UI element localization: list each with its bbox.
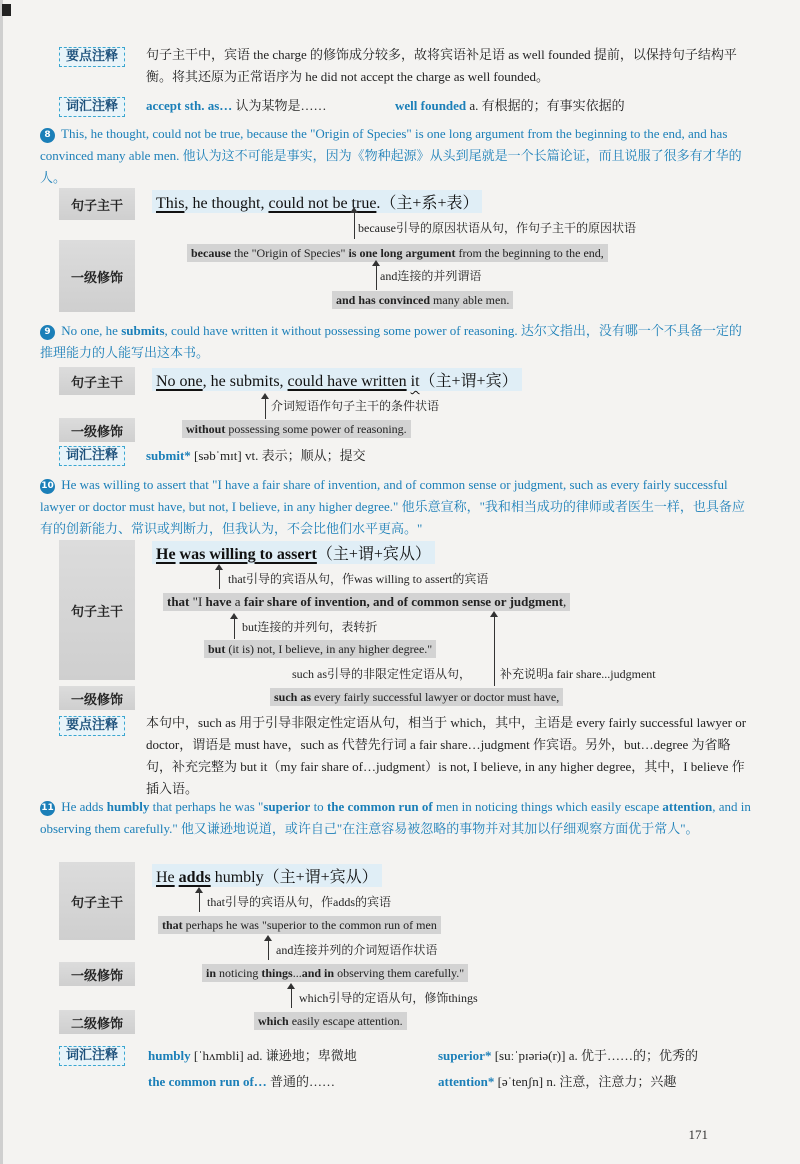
modifier-note: such as引导的非限定性定语从句，	[292, 667, 471, 681]
connector-line	[268, 938, 269, 960]
clause-text: possessing some power of reasoning.	[225, 422, 407, 436]
clause-text: from the beginning to the end,	[455, 246, 604, 260]
up-arrow-icon	[230, 613, 238, 619]
key-note-tag: 要点注释	[59, 716, 125, 736]
modifier-note: because引导的原因状语从句，作句子主干的原因状语	[358, 221, 636, 235]
connector-line	[219, 567, 220, 589]
modifier-note: and连接的并列谓语	[380, 269, 482, 283]
clause-predicate: is one long argument	[348, 246, 456, 260]
sentence-number-badge: 9	[40, 325, 55, 340]
label-main-clause: 句子主干	[59, 862, 135, 940]
vocab-definition: vt. 表示；顺从；提交	[244, 448, 366, 463]
predicate: could not be true	[268, 195, 377, 212]
key-note-tag: 要点注释	[59, 47, 125, 67]
vocab-definition: a. 优于……的；优秀的	[568, 1048, 698, 1063]
sentence-chinese: 他认为这不可能是事实，因为《物种起源》从头到尾就是一个长篇论证，而且说服了很多有才华的人。	[40, 148, 742, 185]
clause-text: observing them carefully."	[334, 966, 465, 980]
up-arrow-icon	[261, 393, 269, 399]
modifier-note: but连接的并列句，表转折	[242, 620, 378, 634]
vocab-word: the common run of…	[148, 1074, 267, 1089]
sentence-number-badge: 10	[40, 479, 55, 494]
up-arrow-icon	[195, 887, 203, 893]
vocab-pronunciation: [əˈtenʃn]	[497, 1074, 544, 1089]
sentence-english: , could have written it without possessing some power of reasoning.	[164, 323, 518, 338]
modifier-note: that引导的宾语从句，作adds的宾语	[207, 895, 391, 909]
vocab-highlight: humbly	[106, 799, 150, 814]
vocab-word: accept sth. as…	[146, 98, 233, 113]
sentence-english: , and in observing them carefully."	[40, 799, 751, 836]
connector-line	[265, 397, 266, 419]
clause-text: ,	[563, 594, 567, 609]
modifier-note: 补充说明a fair share...judgment	[500, 667, 656, 681]
left-border	[0, 0, 3, 1164]
predicate: was willing to assert	[179, 546, 317, 563]
conjunction: that	[162, 918, 183, 932]
conjunction: and in	[301, 966, 335, 980]
label-main-clause: 句子主干	[59, 367, 135, 395]
modifier-clause	[158, 916, 441, 934]
up-arrow-icon	[264, 935, 272, 941]
clause-noun: things	[261, 966, 293, 980]
preposition: in	[206, 966, 217, 980]
sentence-english: men in noticing things which easily escape	[432, 799, 663, 814]
vocab-highlight: attention	[662, 799, 713, 814]
vocab-word: humbly	[148, 1048, 191, 1063]
modifier-clause	[202, 964, 468, 982]
modifier-note: that引导的宾语从句，作was willing to assert的宾语	[228, 572, 489, 586]
conjunction: because	[191, 246, 231, 260]
sentence-english: He was willing to assert that "I have a fair share of invention, and of common sense or judgment, such as every fairly successful lawyer or doctor must have, but not, I believe, in any higher degree."	[40, 477, 728, 514]
clause-text: (it is) not, I believe, in any higher degree."	[225, 642, 433, 656]
modifier-note: and连接并列的介词短语作状语	[276, 943, 438, 957]
vocab-note-tag: 词汇注释	[59, 446, 125, 466]
vocab-definition: n. 注意，注意力；兴趣	[546, 1074, 677, 1089]
main-clause	[152, 190, 482, 213]
corner-mark	[2, 4, 11, 16]
sentence-english: No one, he	[61, 323, 122, 338]
sentence-chinese: 他乐意宣称，"我和相当成功的律师或者医生一样，也具备应有的创新能力、常识或判断力，但我认为，不会比他们水平更高。"	[40, 499, 745, 536]
up-arrow-icon	[215, 564, 223, 570]
sentence-number-badge: 8	[40, 128, 55, 143]
clause-text: "I	[189, 594, 206, 609]
modifier-clause	[254, 1012, 407, 1030]
vocab-word: well founded	[395, 98, 467, 113]
vocab-definition: 认为某物是……	[235, 98, 327, 113]
label-level1: 一级修饰	[59, 240, 135, 312]
main-clause	[152, 864, 382, 887]
vocab-definition: ad. 谦逊地；卑微地	[246, 1048, 357, 1063]
clause-text: noticing	[216, 966, 262, 980]
vocab-entry	[438, 1073, 676, 1091]
subject: He	[156, 546, 176, 563]
page-number: 171	[688, 1127, 708, 1142]
sentence-chinese: 他又谦逊地说道，或许自己"在注意容易被忽略的事物并对其加以仔细观察方面优于常人"。	[180, 821, 699, 836]
label-level1: 一级修饰	[59, 686, 135, 710]
clause-text: perhaps he was "superior to the common run of men	[182, 918, 437, 932]
sentence-english: to	[310, 799, 327, 814]
sentence-9	[40, 320, 754, 364]
conjunction: such as	[274, 690, 312, 704]
vocab-entry	[146, 447, 366, 465]
connector-line	[376, 263, 377, 290]
predicate: adds	[178, 869, 211, 886]
vocab-highlight: the common run of	[326, 799, 433, 814]
up-arrow-icon	[490, 611, 498, 617]
conjunction: but	[208, 642, 226, 656]
sentence-english: that perhaps he was "	[149, 799, 264, 814]
sentence-chinese: 达尔文指出，没有哪一个不具备一定的推理能力的人能写出这本书。	[40, 323, 742, 360]
modifier-clause	[270, 688, 563, 706]
clause-text: the "Origin of Species"	[231, 246, 349, 260]
main-clause	[152, 541, 435, 564]
vocab-word: attention*	[438, 1074, 495, 1089]
structure-note: （主+谓+宾从）	[316, 546, 431, 563]
preposition: without	[186, 422, 226, 436]
label-main-clause: 句子主干	[59, 540, 135, 680]
modifier-clause	[332, 291, 513, 309]
vocab-note-tag: 词汇注释	[59, 97, 125, 117]
connector-line	[494, 614, 495, 686]
structure-note: （主+谓+宾）	[419, 373, 518, 390]
vocab-pronunciation: [səbˈmɪt]	[194, 448, 242, 463]
clause-text: easily escape attention.	[288, 1014, 403, 1028]
insertion: , he thought,	[184, 195, 269, 212]
clause-text: ...	[292, 966, 302, 980]
clause-text: every fairly successful lawyer or doctor must have,	[311, 690, 560, 704]
vocab-word: superior*	[438, 1048, 492, 1063]
vocab-definition: a. 有根据的；有事实依据的	[469, 98, 625, 113]
label-main-clause: 句子主干	[59, 188, 135, 220]
connector-line	[291, 986, 292, 1008]
connector-line	[199, 890, 200, 912]
label-level1: 一级修饰	[59, 418, 135, 442]
up-arrow-icon	[350, 207, 358, 213]
structure-note: humbly（主+谓+宾从）	[210, 869, 378, 886]
sentence-english: This, he thought, could not be true, because the "Origin of Species" is one long argument from the beginning to the end, and has convinced many able men.	[40, 126, 728, 163]
vocab-entry	[148, 1047, 357, 1065]
modifier-clause	[163, 593, 570, 611]
subject: No one	[156, 373, 203, 390]
modifier-clause	[187, 244, 608, 262]
vocab-highlight: submits	[121, 323, 165, 338]
up-arrow-icon	[287, 983, 295, 989]
vocab-entry	[146, 97, 327, 115]
sentence-english: He adds	[61, 799, 107, 814]
key-note-text: 句子主干中，宾语 the charge 的修饰成分较多，故将宾语补足语 as well founded 提前，以保持句子结构平衡。将其还原为正常语序为 he did not accept the charge as well founded。	[146, 47, 737, 84]
vocab-word: submit*	[146, 448, 191, 463]
subject: He	[156, 869, 175, 886]
modifier-note: which引导的定语从句，修饰things	[299, 991, 478, 1005]
sentence-number-badge: 11	[40, 801, 55, 816]
sentence-10	[40, 474, 754, 540]
label-level2: 二级修饰	[59, 1010, 135, 1034]
vocab-definition: 普通的……	[270, 1074, 336, 1089]
clause-text: many able men.	[430, 293, 510, 307]
insertion: , he submits,	[202, 373, 288, 390]
vocab-pronunciation: [ˈhʌmbli]	[193, 1048, 244, 1063]
conjunction: that	[167, 594, 190, 609]
connector-line	[354, 212, 355, 239]
main-clause	[152, 368, 522, 391]
vocab-entry	[395, 97, 625, 115]
modifier-note: 介词短语作句子主干的条件状语	[271, 399, 440, 413]
object: it	[410, 373, 420, 390]
structure-note: .（主+系+表）	[376, 195, 479, 212]
vocab-note-tag: 词汇注释	[59, 1046, 125, 1066]
sentence-11	[40, 796, 754, 840]
label-level1: 一级修饰	[59, 962, 135, 986]
clause-object: fair share of invention, and of common sense or judgment	[243, 594, 564, 609]
sentence-8	[40, 123, 754, 189]
vocab-pronunciation: [suːˈpɪəriə(r)]	[494, 1048, 566, 1063]
up-arrow-icon	[372, 260, 380, 266]
key-note-text: 本句中，such as 用于引导非限定性定语从句，相当于 which，其中，主语是 every fairly successful lawyer or doctor，谓语是 must have，such as 代替先行词 a fair share…judgment 作宾语。另外，but…degree 为省略句，补充完整为 but it（my fair share of…judgment）is not, I believe, in any higher degree，其中，I believe 作插入语。	[146, 715, 747, 796]
vocab-entry	[438, 1047, 698, 1065]
modifier-clause	[182, 420, 411, 438]
clause-text: a	[231, 594, 244, 609]
modifier-clause	[204, 640, 436, 658]
relative-pronoun: which	[258, 1014, 289, 1028]
subject: This	[156, 195, 185, 212]
clause-predicate: have	[205, 594, 232, 609]
predicate: could have written	[287, 373, 407, 390]
connector-line	[234, 617, 235, 639]
vocab-entry	[148, 1073, 335, 1091]
conjunction: and has convinced	[336, 293, 431, 307]
vocab-highlight: superior	[263, 799, 311, 814]
